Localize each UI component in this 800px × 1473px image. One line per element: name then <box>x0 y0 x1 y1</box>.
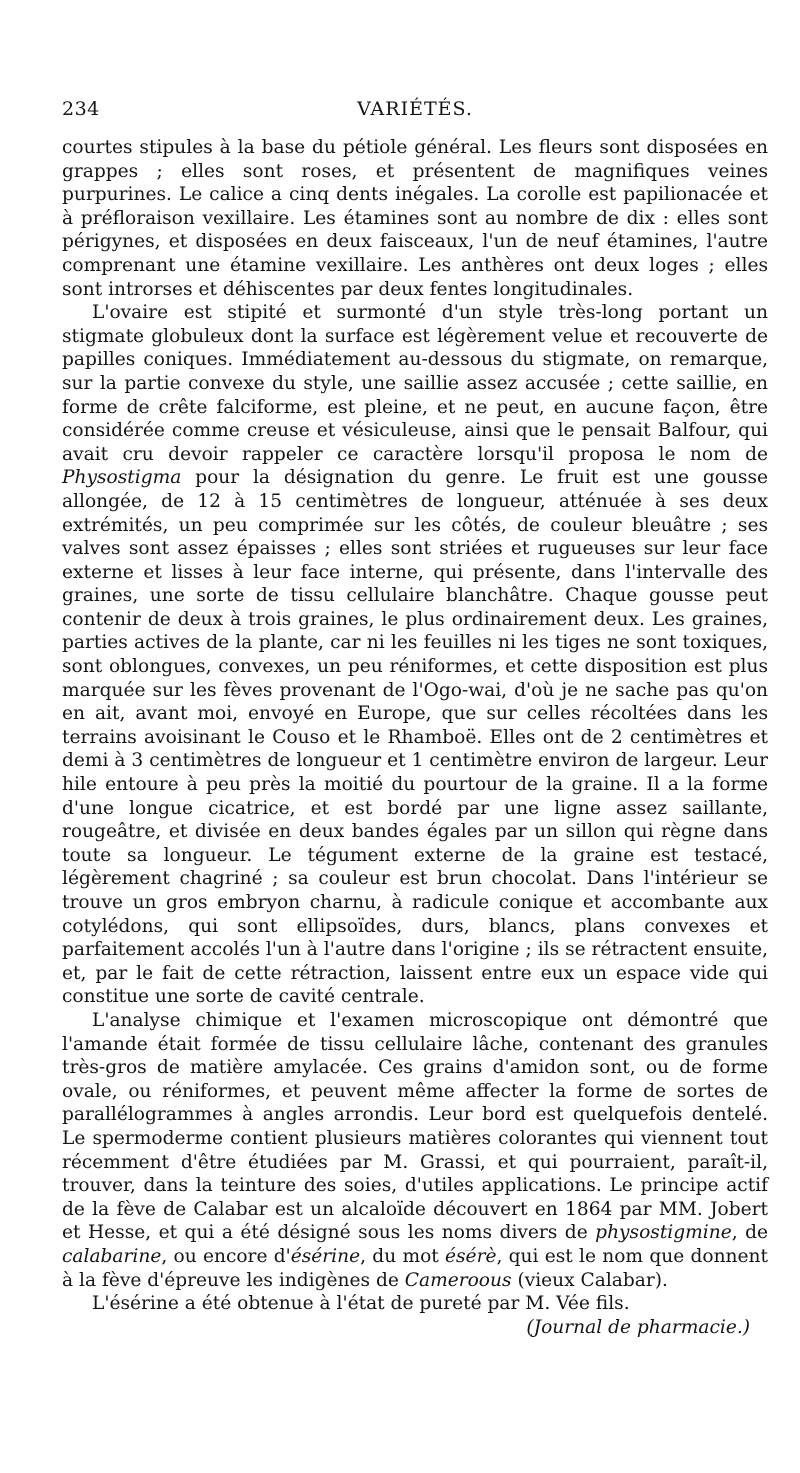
italic-term: ésérine <box>290 1245 361 1267</box>
paragraph-text: L'ovaire est stipité et surmonté d'un style très-long portant un stigmate globuleux dont la surface est légèrement velue et recouverte de papilles coniques. Immédiatement au-dessous du stigmate, on remarque, sur la partie convexe du style, une saillie assez accusée ; cette saillie, en forme de crête falciforme, est pleine, et ne peut, en aucune façon, être considérée comme creuse et vésiculeuse, ainsi que le pensait Balfour, qui avait cru devoir rappeler ce caractère lorsqu'il proposa le nom de <box>62 302 768 465</box>
paragraph-text: courtes stipules à la base du pétiole général. Les fleurs sont disposées en grappes ; elles sont roses, et présentent de magnifiques veines purpurines. Le calice a cinq dents inégales. La corolle est papilionacée et à préfloraison vexillaire. Les étamines sont au nombre de dix : elles sont périgynes, et disposées en deux faisceaux, l'un de neuf étamines, l'autre comprenant une étamine vexillaire. Les anthères ont deux loges ; elles sont introrses et déhiscentes par deux fentes longitudinales. <box>62 137 768 300</box>
paragraph-ovary-fruit <box>62 301 768 1009</box>
article-body <box>62 136 768 1340</box>
paragraph-text: (vieux Calabar). <box>511 1269 668 1291</box>
italic-term: ésérè <box>445 1245 497 1267</box>
paragraph-text: L'analyse chimique et l'examen microscopique ont démontré que l'amande était formée de tissu cellulaire lâche, contenant des granules très-gros de matière amylacée. Ces grains d'amidon sont, ou de forme ovale, ou réniformes, et peuvent même affecter la forme de sortes de parallélogrammes à angles arrondis. Leur bord est quelquefois dentelé. Le spermoderme contient plusieurs matières colorantes qui viennent tout récemment d'être étudiées par M. Grassi, et qui pourraient, paraît-il, trouver, dans la teinture des soies, d'utiles applications. Le principe actif de la fève de Calabar est un alcaloïde découvert en 1864 par MM. Jobert et Hesse, et qui a été désigné sous les noms divers de <box>62 1009 768 1244</box>
page-header <box>62 98 768 126</box>
paragraph-text: , ou encore d' <box>161 1245 291 1267</box>
running-title: VARIÉTÉS. <box>357 98 473 120</box>
source-citation: (Journal de pharmacie.) <box>526 1316 750 1338</box>
italic-term: Cameroous <box>404 1269 512 1291</box>
paragraph-continuation <box>62 136 768 301</box>
paragraph-text: pour la désignation du genre. Le fruit est une gousse allongée, de 12 à 15 centimètres de longueur, atténuée à ses deux extrémités, un peu comprimée sur les côtés, de couleur bleuâtre ; ses valves sont assez épaisses ; elles sont striées et rugueuses sur leur face externe et lisses à leur face interne, qui présente, dans l'intervalle des graines, une sorte de tissu cellulaire blanchâtre. Chaque gousse peut contenir de deux à trois graines, le plus ordinairement deux. Les graines, parties actives de la plante, car ni les feuilles ni les tiges ne sont toxiques, sont oblongues, convexes, un peu réniformes, et cette disposition est plus marquée sur les fèves provenant de l'Ogo-wai, d'où je ne sache pas qu'on en ait, avant moi, envoyé en Europe, que sur celles récoltées dans les terrains avoisinant le Couso et le Rhamboë. Elles ont de 2 centimètres et demi à 3 centimètres de longueur et 1 centimètre environ de largeur. Leur hile entoure à peu près la moitié du pourtour de la graine. Il a la forme d'une longue cicatrice, et est bordé par une ligne assez saillante, rougeâtre, et divisée en deux bandes égales par un sillon qui règne dans toute sa longueur. Le tégument externe de la graine est testacé, légèrement chagriné ; sa couleur est brun chocolat. Dans l'intérieur se trouve un gros embryon charnu, à radicule conique et accombante aux cotylédons, qui sont ellipsoïdes, durs, blancs, plans convexes et parfaitement accolés l'un à l'autre dans l'origine ; ils se rétractent ensuite, et, par le fait de cette rétraction, laissent entre eux un espace vide qui constitue une sorte de cavité centrale. <box>62 467 768 1008</box>
paragraph-chemical-analysis <box>62 1009 768 1292</box>
italic-term: physostigmine <box>595 1222 732 1244</box>
page-number: 234 <box>62 98 100 120</box>
paragraph-text: , du mot <box>360 1245 446 1267</box>
paragraph-text: , qui est le nom que donnent à la fève d'épreuve les indigènes de <box>62 1245 768 1291</box>
paragraph-text: L'ésérine a été obtenue à l'état de pureté par M. Vée fils. <box>92 1293 630 1315</box>
paragraph-text: , de <box>731 1222 768 1244</box>
italic-term: calabarine <box>62 1245 162 1267</box>
paragraph-eserine <box>62 1292 768 1316</box>
genus-name: Physostigma <box>62 467 182 489</box>
